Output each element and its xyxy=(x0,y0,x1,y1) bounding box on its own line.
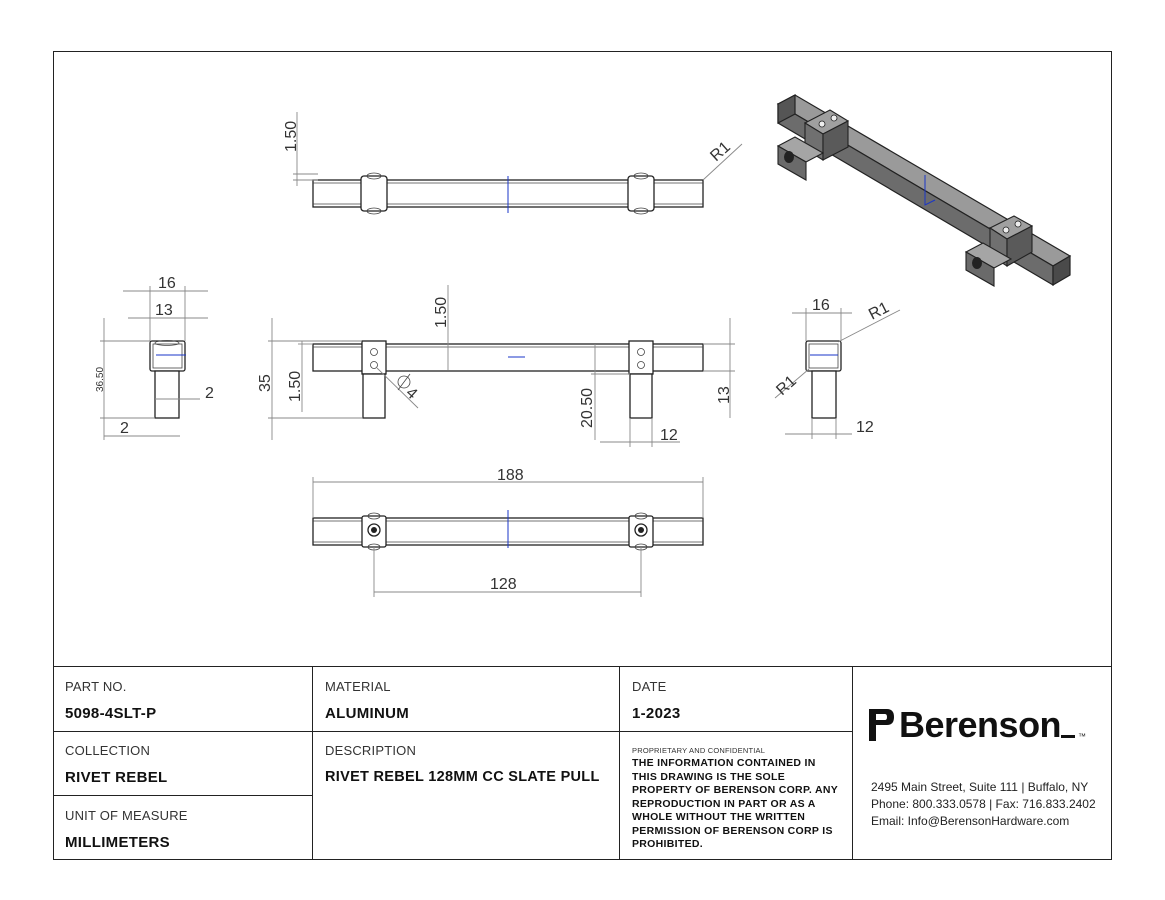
dim-center-to-center: 128 xyxy=(490,576,517,593)
description-cell xyxy=(313,732,619,795)
phone: Phone: 800.333.0578 | Fax: 716.833.2402 xyxy=(871,797,1096,811)
date-label: DATE xyxy=(632,679,667,694)
dim-front-bar-height: 13 xyxy=(716,386,733,404)
brand-cell xyxy=(853,667,1112,860)
dim-front-post-width: 12 xyxy=(660,427,678,444)
proprietary-cell xyxy=(620,732,852,860)
address: 2495 Main Street, Suite 111 | Buffalo, NY xyxy=(871,780,1089,794)
dim-right-post-width: 12 xyxy=(856,419,874,436)
email[interactable]: Email: Info@BerensonHardware.com xyxy=(871,814,1070,828)
brand-logo xyxy=(867,705,1086,745)
isometric-view xyxy=(778,95,1070,286)
dim-left-height: 36.50 xyxy=(95,366,106,392)
part-no-cell xyxy=(53,667,312,731)
dim-left-small-bottom: 2 xyxy=(120,420,129,437)
top-view xyxy=(283,112,742,214)
material-cell xyxy=(313,667,619,731)
dim-front-post-height: 20.50 xyxy=(579,387,596,428)
description-label: DESCRIPTION xyxy=(325,743,417,758)
berenson-logo-mark-icon xyxy=(867,705,895,745)
date-value: 1-2023 xyxy=(632,705,681,722)
brand-underline xyxy=(1061,735,1075,738)
dim-right-radius-side: R1 xyxy=(773,372,800,399)
dim-top-thickness: 1.50 xyxy=(283,120,300,152)
proprietary-heading: PROPRIETARY AND CONFIDENTIAL xyxy=(632,746,766,755)
brand-name: Berenson xyxy=(899,704,1062,745)
left-side-view xyxy=(95,275,214,440)
dim-left-width-outer: 16 xyxy=(158,275,176,292)
dim-front-bar-thickness: 1.50 xyxy=(287,370,304,402)
collection-cell xyxy=(53,732,312,795)
dim-left-small-right: 2 xyxy=(205,385,214,402)
proprietary-text: THE INFORMATION CONTAINED IN THIS DRAWING IS THE SOLE PROPERTY OF BERENSON CORP. ANY REPRODUCTION IN PART OR AS A WHOLE WITHOUT THE WRITTEN PERMISSION OF BERENSON CORP IS PROHIBITED. xyxy=(632,757,838,850)
uom-value: MILLIMETERS xyxy=(65,834,170,851)
contact-block xyxy=(871,779,1096,830)
part-no-label: PART NO. xyxy=(65,679,127,694)
title-block xyxy=(53,666,1112,860)
dim-right-width: 16 xyxy=(812,297,830,314)
bottom-view xyxy=(313,467,703,597)
dim-top-radius: R1 xyxy=(707,138,734,165)
dim-overall-length: 188 xyxy=(497,467,524,484)
trademark: ™ xyxy=(1078,732,1087,741)
dim-front-post-offset: 1.50 xyxy=(433,296,450,328)
part-no-value: 5098-4SLT-P xyxy=(65,705,157,722)
material-label: MATERIAL xyxy=(325,679,391,694)
dim-left-width-inner: 13 xyxy=(155,302,173,319)
right-side-view xyxy=(773,297,900,439)
front-view xyxy=(257,285,735,447)
description-value: RIVET REBEL 128MM CC SLATE PULL xyxy=(325,769,600,785)
material-value: ALUMINUM xyxy=(325,705,410,722)
collection-value: RIVET REBEL xyxy=(65,769,168,786)
uom-cell xyxy=(53,796,312,860)
date-cell xyxy=(620,667,852,731)
dim-front-hole-diameter: 4 xyxy=(402,384,421,403)
uom-label: UNIT OF MEASURE xyxy=(65,808,188,823)
dim-right-radius-top: R1 xyxy=(866,299,893,324)
collection-label: COLLECTION xyxy=(65,743,151,758)
dim-front-overall-height: 35 xyxy=(257,374,274,392)
